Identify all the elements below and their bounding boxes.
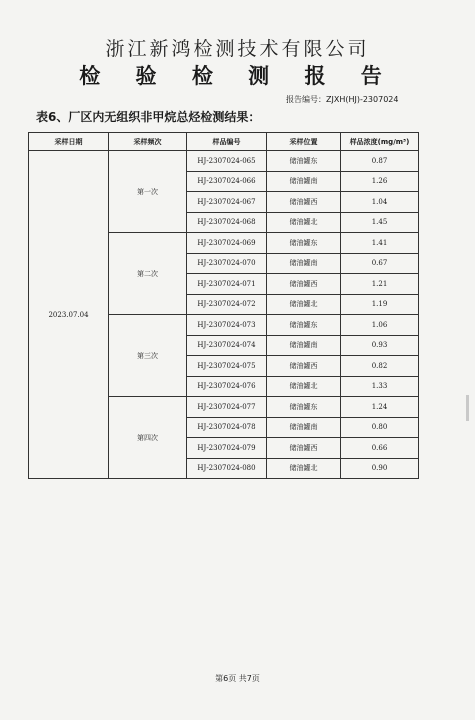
sample-id-cell: HJ-2307024-080: [187, 458, 267, 479]
sample-id-cell: HJ-2307024-075: [187, 356, 267, 377]
location-cell: 储油罐北: [267, 376, 341, 397]
concentration-cell: 0.87: [341, 151, 419, 172]
sampling-frequency-cell: 第一次: [109, 151, 187, 233]
location-cell: 储油罐西: [267, 192, 341, 213]
concentration-cell: 0.82: [341, 356, 419, 377]
sample-id-cell: HJ-2307024-079: [187, 438, 267, 459]
concentration-cell: 1.21: [341, 274, 419, 295]
report-number: 报告编号：ZJXH(HJ)-2307024: [286, 95, 399, 104]
location-cell: 储油罐西: [267, 274, 341, 295]
page-footer: 第6页 共7页: [215, 674, 260, 683]
sample-id-cell: HJ-2307024-066: [187, 171, 267, 192]
concentration-cell: 0.66: [341, 438, 419, 459]
concentration-cell: 0.90: [341, 458, 419, 479]
sample-id-cell: HJ-2307024-073: [187, 315, 267, 336]
location-cell: 储油罐南: [267, 335, 341, 356]
location-cell: 储油罐南: [267, 171, 341, 192]
col-header-frequency: 采样频次: [109, 133, 187, 151]
sample-id-cell: HJ-2307024-076: [187, 376, 267, 397]
concentration-cell: 0.67: [341, 253, 419, 274]
sampling-frequency-cell: 第四次: [109, 397, 187, 479]
location-cell: 储油罐北: [267, 294, 341, 315]
sampling-date-cell: 2023.07.04: [29, 151, 109, 479]
concentration-cell: 1.19: [341, 294, 419, 315]
col-header-concentration: 样品浓度(mg/m³): [341, 133, 419, 151]
location-cell: 储油罐东: [267, 397, 341, 418]
concentration-cell: 0.80: [341, 417, 419, 438]
concentration-cell: 1.24: [341, 397, 419, 418]
location-cell: 储油罐东: [267, 233, 341, 254]
sample-id-cell: HJ-2307024-070: [187, 253, 267, 274]
sample-id-cell: HJ-2307024-074: [187, 335, 267, 356]
col-header-date: 采样日期: [29, 133, 109, 151]
sample-id-cell: HJ-2307024-065: [187, 151, 267, 172]
concentration-cell: 1.45: [341, 212, 419, 233]
company-name: 浙江新鸿检测技术有限公司: [105, 38, 370, 60]
concentration-cell: 1.06: [341, 315, 419, 336]
table-header-row: [29, 133, 419, 151]
section-title: 表6、厂区内无组织非甲烷总烃检测结果：: [36, 110, 261, 124]
location-cell: 储油罐北: [267, 458, 341, 479]
concentration-cell: 1.26: [341, 171, 419, 192]
concentration-cell: 1.04: [341, 192, 419, 213]
table-body: [29, 151, 419, 479]
sample-id-cell: HJ-2307024-077: [187, 397, 267, 418]
sample-id-cell: HJ-2307024-067: [187, 192, 267, 213]
location-cell: 储油罐南: [267, 253, 341, 274]
location-cell: 储油罐南: [267, 417, 341, 438]
location-cell: 储油罐东: [267, 151, 341, 172]
concentration-cell: 1.41: [341, 233, 419, 254]
scan-edge-mark: [466, 395, 469, 421]
location-cell: 储油罐西: [267, 356, 341, 377]
col-header-location: 采样位置: [267, 133, 341, 151]
location-cell: 储油罐北: [267, 212, 341, 233]
table-row: [29, 151, 419, 172]
sample-id-cell: HJ-2307024-078: [187, 417, 267, 438]
report-title: 检 验 检 测 报 告: [79, 64, 396, 88]
sample-id-cell: HJ-2307024-071: [187, 274, 267, 295]
sample-id-cell: HJ-2307024-072: [187, 294, 267, 315]
sample-id-cell: HJ-2307024-068: [187, 212, 267, 233]
sampling-frequency-cell: 第二次: [109, 233, 187, 315]
concentration-cell: 0.93: [341, 335, 419, 356]
location-cell: 储油罐西: [267, 438, 341, 459]
col-header-sample-id: 样品编号: [187, 133, 267, 151]
sampling-frequency-cell: 第三次: [109, 315, 187, 397]
results-table: [28, 132, 419, 479]
concentration-cell: 1.33: [341, 376, 419, 397]
sample-id-cell: HJ-2307024-069: [187, 233, 267, 254]
location-cell: 储油罐东: [267, 315, 341, 336]
